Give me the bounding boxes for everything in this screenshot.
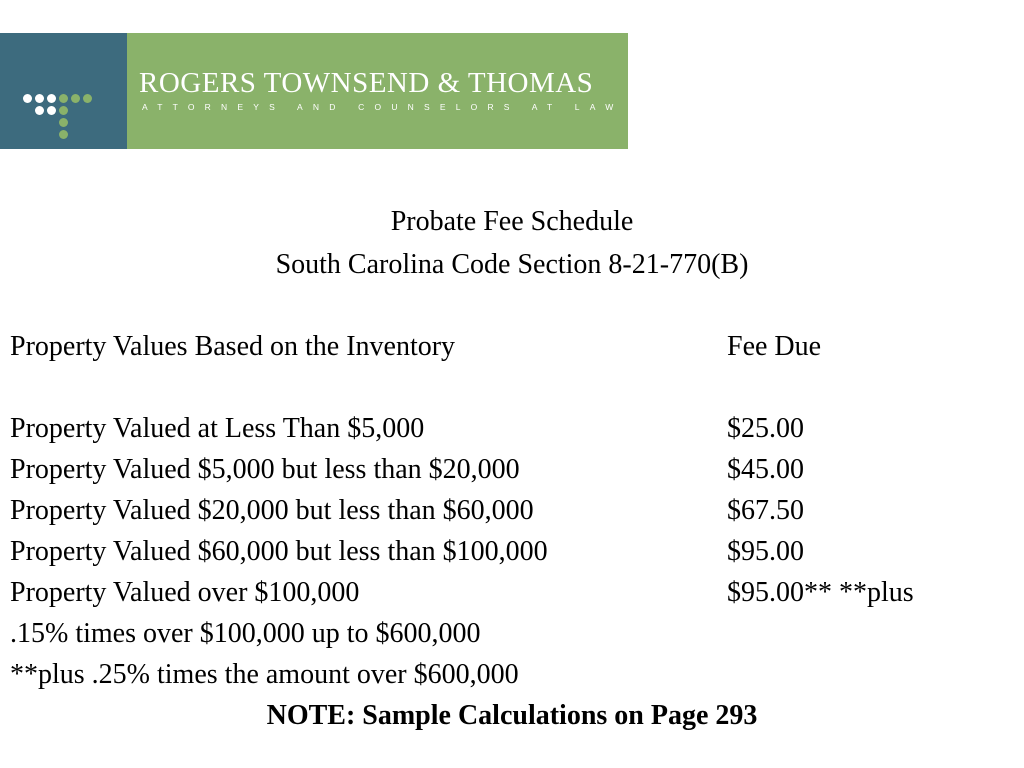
fee-row-amount: $95.00** **plus bbox=[727, 577, 914, 608]
firm-tagline: ATTORNEYS AND COUNSELORS AT LAW bbox=[142, 102, 624, 112]
fee-row-amount: $67.50 bbox=[727, 495, 804, 526]
document-title: Probate Fee Schedule bbox=[390, 206, 634, 237]
logo-dot-icon bbox=[59, 106, 68, 115]
fee-row-property: Property Valued $60,000 but less than $100,000 bbox=[10, 536, 548, 567]
logo-mark bbox=[0, 33, 127, 149]
continuation-line: .15% times over $100,000 up to $600,000 bbox=[10, 618, 481, 649]
logo-dot-icon bbox=[59, 94, 68, 103]
fee-row-property: Property Valued $20,000 but less than $60,000 bbox=[10, 495, 534, 526]
logo-dot-icon bbox=[59, 118, 68, 127]
logo-dot-icon bbox=[71, 94, 80, 103]
fee-row-amount: $45.00 bbox=[727, 454, 804, 485]
header-fee-due: Fee Due bbox=[727, 331, 822, 362]
logo-dot-icon bbox=[35, 94, 44, 103]
continuation-line: **plus .25% times the amount over $600,000 bbox=[10, 659, 519, 690]
fee-row-property: Property Valued $5,000 but less than $20,000 bbox=[10, 454, 520, 485]
logo-dot-icon bbox=[47, 94, 56, 103]
fee-row-amount: $95.00 bbox=[727, 536, 804, 567]
document-subtitle: South Carolina Code Section 8-21-770(B) bbox=[275, 249, 749, 280]
sample-calculations-note: NOTE: Sample Calculations on Page 293 bbox=[266, 700, 758, 731]
fee-row-property: Property Valued at Less Than $5,000 bbox=[10, 413, 425, 444]
fee-row-amount: $25.00 bbox=[727, 413, 804, 444]
firm-name: ROGERS TOWNSEND & THOMAS bbox=[139, 67, 594, 99]
firm-logo bbox=[0, 33, 628, 149]
logo-dot-icon bbox=[59, 130, 68, 139]
logo-band bbox=[127, 33, 628, 149]
fee-row-property: Property Valued over $100,000 bbox=[10, 577, 360, 608]
logo-dot-icon bbox=[35, 106, 44, 115]
header-property-values: Property Values Based on the Inventory bbox=[10, 331, 456, 362]
logo-dot-icon bbox=[23, 94, 32, 103]
logo-dot-icon bbox=[83, 94, 92, 103]
logo-dot-icon bbox=[47, 106, 56, 115]
